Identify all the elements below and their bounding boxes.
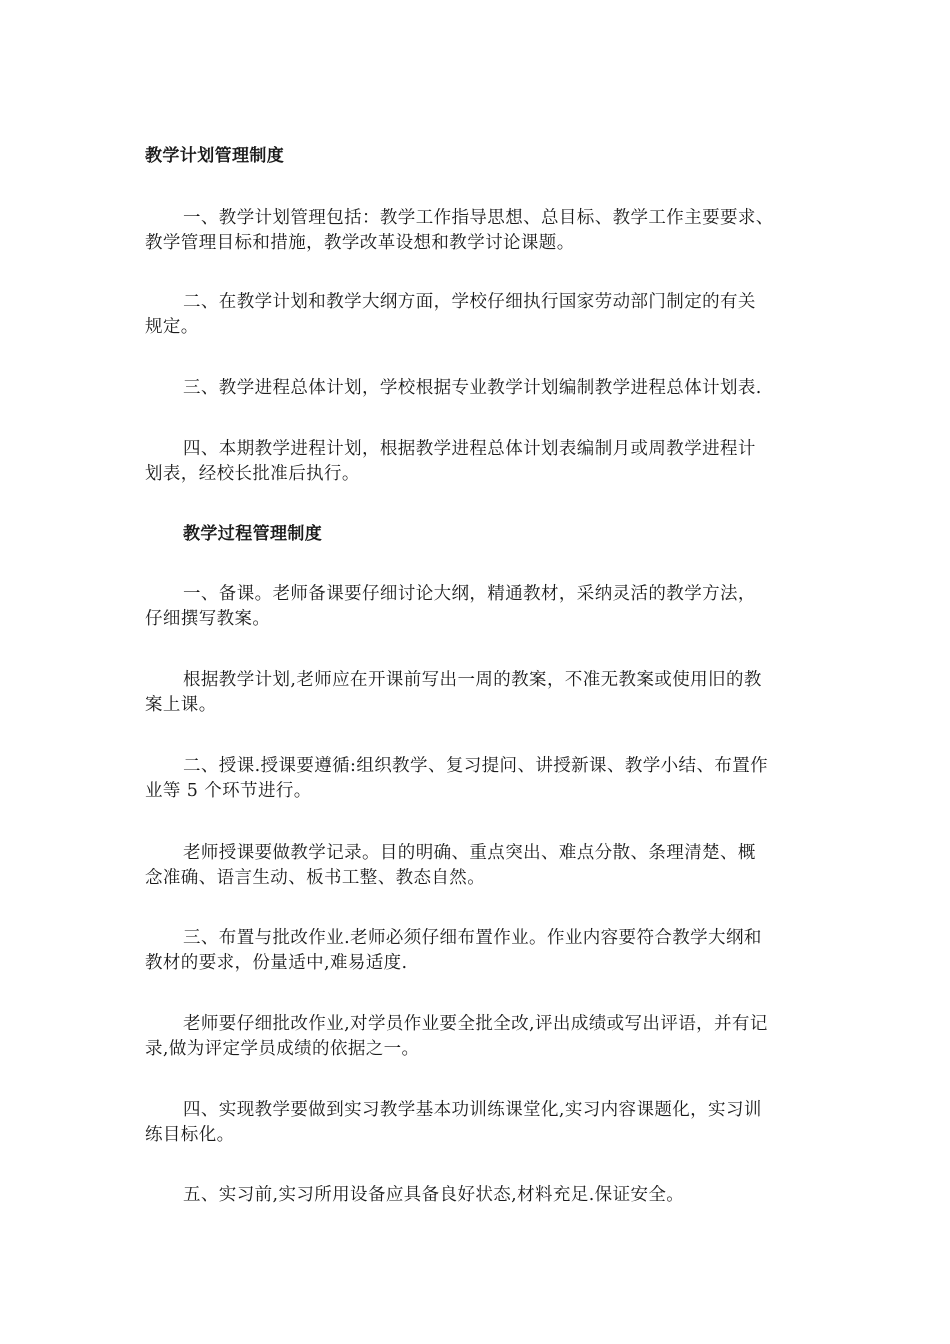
paragraph-line: 仔细撰写教案。 [145,609,271,629]
paragraph-line: 练目标化。 [145,1125,235,1145]
paragraph-line: 老师要仔细批改作业,对学员作业要全批全改,评出成绩或写出评语，并有记 [183,1014,768,1034]
paragraph-line: 录,做为评定学员成绩的依据之一。 [145,1039,420,1059]
paragraph-line: 五、实习前,实习所用设备应具备良好状态,材料充足.保证安全。 [183,1185,685,1205]
paragraph-line: 二、授课.授课要遵循:组织教学、复习提问、讲授新课、教学小结、布置作 [183,756,769,776]
paragraph-line: 三、教学进程总体计划，学校根据专业教学计划编制教学进程总体计划表. [183,378,762,398]
paragraph-line: 二、在教学计划和教学大纲方面，学校仔细执行国家劳动部门制定的有关 [183,292,756,312]
paragraph-line: 案上课。 [145,695,217,715]
document-title: 教学计划管理制度 [145,146,285,166]
paragraph-line: 四、实现教学要做到实习教学基本功训练课堂化,实习内容课题化，实习训 [183,1100,762,1120]
paragraph-line: 业等 5 个环节进行。 [145,781,312,801]
paragraph-line: 老师授课要做教学记录。目的明确、重点突出、难点分散、条理清楚、概 [183,843,756,863]
paragraph-line: 一、教学计划管理包括：教学工作指导思想、总目标、教学工作主要要求、 [183,208,774,228]
section-heading: 教学过程管理制度 [183,524,323,544]
paragraph-line: 教材的要求，份量适中,难易适度. [145,953,408,973]
paragraph-line: 划表，经校长批准后执行。 [145,464,360,484]
paragraph-line: 三、布置与批改作业.老师必须仔细布置作业。作业内容要符合教学大纲和 [183,928,762,948]
paragraph-line: 四、本期教学进程计划，根据教学进程总体计划表编制月或周教学进程计 [183,439,756,459]
paragraph-line: 教学管理目标和措施，教学改革设想和教学讨论课题。 [145,233,575,253]
paragraph-line: 一、备课。老师备课要仔细讨论大纲，精通教材，采纳灵活的教学方法， [183,584,756,604]
paragraph-line: 规定。 [145,317,199,337]
paragraph-line: 根据教学计划,老师应在开课前写出一周的教案，不准无教案或使用旧的教 [183,670,762,690]
paragraph-line: 念准确、语言生动、板书工整、教态自然。 [145,868,486,888]
